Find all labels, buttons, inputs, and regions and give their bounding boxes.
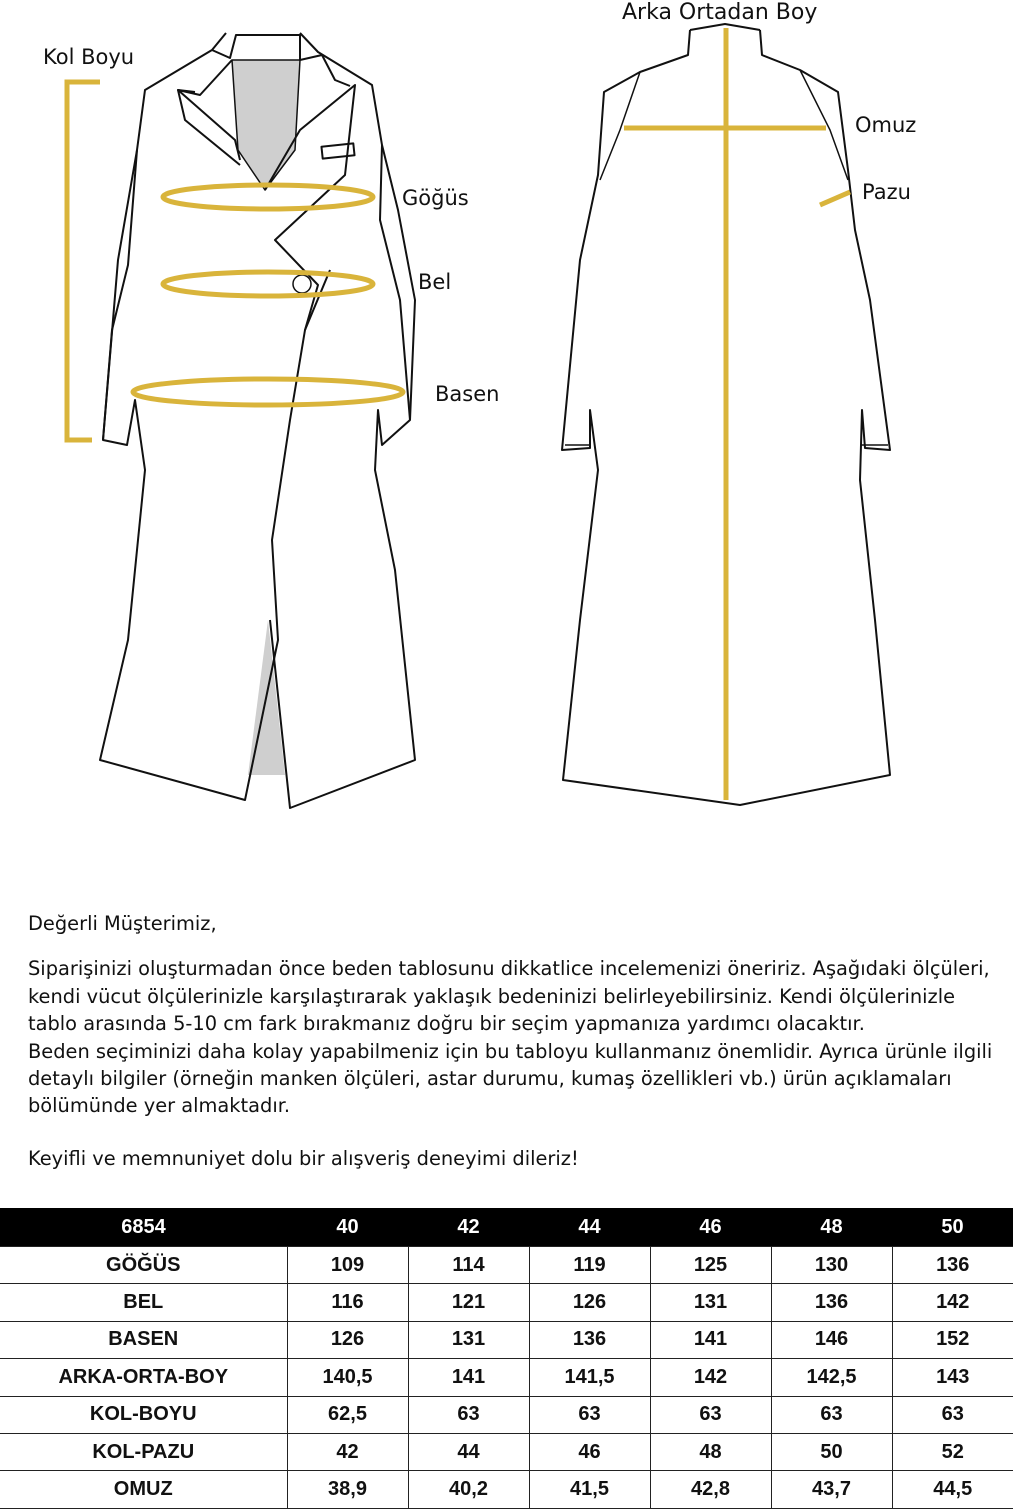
header-size: 46 — [650, 1208, 771, 1247]
table-cell: 126 — [287, 1321, 408, 1358]
table-cell: 131 — [408, 1321, 529, 1358]
table-cell: 52 — [892, 1433, 1013, 1470]
label-basen: Basen — [435, 382, 500, 406]
coat-front-view — [100, 33, 415, 808]
row-label: KOL-PAZU — [0, 1433, 287, 1470]
table-cell: 63 — [408, 1396, 529, 1433]
header-size: 48 — [771, 1208, 892, 1247]
table-cell: 141 — [408, 1359, 529, 1396]
table-cell: 125 — [650, 1247, 771, 1284]
table-cell: 140,5 — [287, 1359, 408, 1396]
table-row — [0, 1396, 1013, 1433]
table-row — [0, 1359, 1013, 1396]
customer-notice — [28, 910, 998, 1172]
header-size: 42 — [408, 1208, 529, 1247]
table-cell: 44 — [408, 1433, 529, 1470]
header-size: 50 — [892, 1208, 1013, 1247]
label-kol-boyu: Kol Boyu — [43, 45, 135, 69]
table-cell: 114 — [408, 1247, 529, 1284]
notice-paragraph-1: Siparişinizi oluşturmadan önce beden tablosunu dikkatlice incelemenizi öneririz. Aşağıdaki ölçüleri, kendi vücut ölçülerinizle karşılaştırarak yaklaşık bedeninizi belirleyebilirsiniz. Kendi ölçülerinizle tablo arasında 5-10 cm fark bırakmanız doğru bir seçim yapmanıza yardımcı olacaktır. — [28, 957, 990, 1036]
label-omuz: Omuz — [855, 113, 917, 137]
table-cell: 48 — [650, 1433, 771, 1470]
table-cell: 141,5 — [529, 1359, 650, 1396]
table-cell: 43,7 — [771, 1471, 892, 1508]
size-chart-table — [0, 1208, 1013, 1509]
header-size: 44 — [529, 1208, 650, 1247]
row-label: GÖĞÜS — [0, 1247, 287, 1284]
table-cell: 63 — [892, 1396, 1013, 1433]
table-cell: 143 — [892, 1359, 1013, 1396]
row-label: KOL-BOYU — [0, 1396, 287, 1433]
row-label: OMUZ — [0, 1471, 287, 1508]
table-row — [0, 1284, 1013, 1321]
table-cell: 42 — [287, 1433, 408, 1470]
header-size: 40 — [287, 1208, 408, 1247]
table-header-row — [0, 1208, 1013, 1247]
table-cell: 63 — [529, 1396, 650, 1433]
table-cell: 131 — [650, 1284, 771, 1321]
table-cell: 109 — [287, 1247, 408, 1284]
table-cell: 142 — [650, 1359, 771, 1396]
notice-closing: Keyifli ve memnuniyet dolu bir alışveriş deneyimi dileriz! — [28, 1146, 579, 1170]
back-measure-lines — [624, 28, 850, 800]
label-gogus: Göğüs — [402, 186, 469, 210]
label-pazu: Pazu — [862, 180, 911, 204]
row-label: BEL — [0, 1284, 287, 1321]
label-arka-orta-boy: Arka Ortadan Boy — [622, 0, 818, 25]
table-cell: 152 — [892, 1321, 1013, 1358]
label-bel: Bel — [418, 270, 452, 294]
table-cell: 50 — [771, 1433, 892, 1470]
table-cell: 142 — [892, 1284, 1013, 1321]
table-row — [0, 1247, 1013, 1284]
table-cell: 38,9 — [287, 1471, 408, 1508]
table-cell: 42,8 — [650, 1471, 771, 1508]
table-cell: 63 — [650, 1396, 771, 1433]
table-cell: 116 — [287, 1284, 408, 1321]
table-cell: 62,5 — [287, 1396, 408, 1433]
table-row — [0, 1433, 1013, 1470]
table-cell: 130 — [771, 1247, 892, 1284]
table-cell: 46 — [529, 1433, 650, 1470]
table-cell: 121 — [408, 1284, 529, 1321]
table-cell: 142,5 — [771, 1359, 892, 1396]
table-cell: 146 — [771, 1321, 892, 1358]
table-cell: 136 — [771, 1284, 892, 1321]
table-cell: 136 — [529, 1321, 650, 1358]
table-cell: 136 — [892, 1247, 1013, 1284]
table-row — [0, 1471, 1013, 1508]
table-cell: 141 — [650, 1321, 771, 1358]
table-cell: 41,5 — [529, 1471, 650, 1508]
notice-paragraph-2: Beden seçiminizi daha kolay yapabilmeniz için bu tabloyu kullanmanız önemlidir. Ayrıca ürünle ilgili detaylı bilgiler (örneğin manken ölçüleri, astar durumu, kumaş özellikleri vb.) ürün açıklamaları bölümünde yer almaktadır. — [28, 1039, 993, 1118]
table-cell: 44,5 — [892, 1471, 1013, 1508]
row-label: BASEN — [0, 1321, 287, 1358]
table-cell: 40,2 — [408, 1471, 529, 1508]
table-cell: 63 — [771, 1396, 892, 1433]
header-model-code: 6854 — [0, 1208, 287, 1247]
row-label: ARKA-ORTA-BOY — [0, 1359, 287, 1396]
table-cell: 119 — [529, 1247, 650, 1284]
table-cell: 126 — [529, 1284, 650, 1321]
table-row — [0, 1321, 1013, 1358]
notice-greeting: Değerli Müşterimiz, — [28, 912, 217, 935]
